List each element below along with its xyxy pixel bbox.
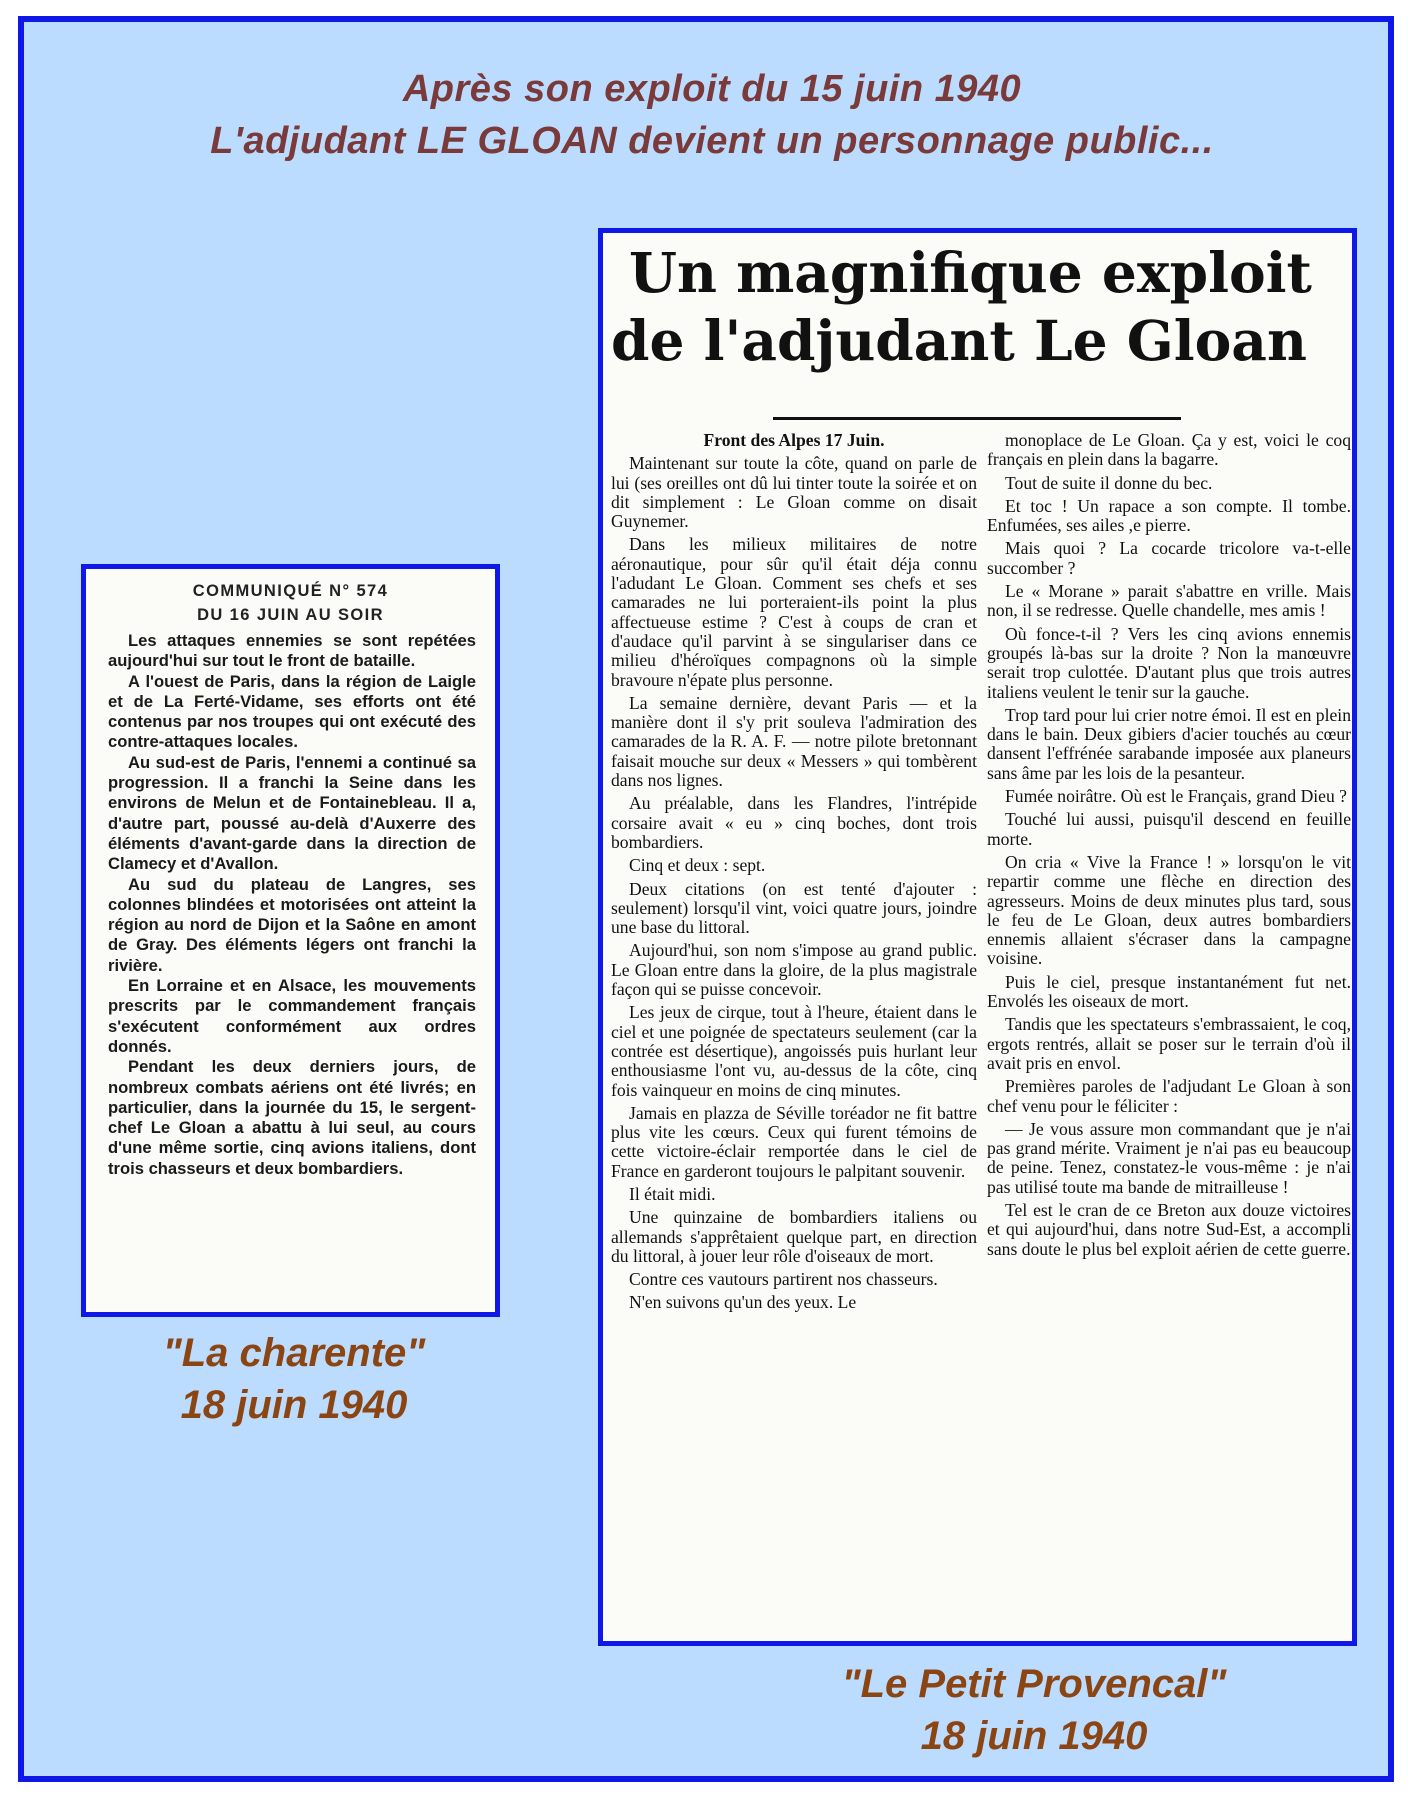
- caption-la-charente-title: "La charente": [162, 1331, 426, 1375]
- paragraph: N'en suivons qu'un des yeux. Le: [629, 1292, 857, 1313]
- paragraph: A l'ouest de Paris, dans la région de Laigle et de La Ferté-Vidame, ses efforts ont été contenus par nos troupes qui ont exécuté des contre-attaques locales.: [108, 671, 476, 752]
- headline-line-2: L'adjudant LE GLOAN devient un personnage public...: [210, 120, 1214, 162]
- caption-le-petit-provencal-date: 18 juin 1940: [920, 1714, 1148, 1758]
- paragraph: Contre ces vautours partirent nos chasseurs.: [629, 1269, 938, 1290]
- communique-clipping: [81, 564, 500, 1317]
- article-title-line-1: Un magnifique exploit: [629, 240, 1312, 305]
- paragraph: Fumée noirâtre. Où est le Français, grand Dieu ?: [1005, 786, 1347, 807]
- paragraph: Au sud du plateau de Langres, ses colonnes blindées et motorisées ont atteint la région au nord de Dijon et la Saône en amont de Gray. Des éléments légers ont franchi la rivière.: [108, 874, 476, 975]
- paragraph: Les attaques ennemies se sont repétées aujourd'hui sur tout le front de bataille.: [108, 631, 476, 671]
- paragraph: Pendant les deux derniers jours, de nombreux combats aériens ont été livrés; en particulier, dans la journée du 15, le sergent-chef Le Gloan a abattu à lui seul, au cours d'une même sortie, cinq avions italiens, dont trois chasseurs et deux bombardiers.: [108, 1057, 476, 1178]
- paragraph: Puis le ciel, presque instantanément fut net. Envolés les oiseaux de mort.: [987, 971, 1351, 1012]
- paragraph: Mais quoi ? La cocarde tricolore va-t-elle succomber ?: [987, 538, 1351, 578]
- article-title: [611, 239, 1351, 375]
- article-dateline: Front des Alpes 17 Juin.: [703, 430, 885, 450]
- paragraph: — Je vous assure mon commandant que je n'ai pas grand mérite. Vraiment je n'ai pas eu beaucoup de peine. Tenez, constatez-le vous-même : je n'ai pas utilisé toute ma bande de mitrailleuse !: [987, 1118, 1351, 1197]
- paragraph: Cinq et deux : sept.: [629, 855, 766, 876]
- paragraph: Au sud-est de Paris, l'ennemi a continué sa progression. Il a franchi la Seine dans les environs de Melun et de Fontainebleau. Il a, d'autre part, poussé au-delà d'Auxerre des éléments d'avant-garde dans la direction de Clamecy et d'Avallon.: [108, 752, 476, 874]
- caption-la-charente: [84, 1327, 504, 1431]
- title-rule: [773, 417, 1181, 420]
- paragraph: Une quinzaine de bombardiers italiens ou allemands s'apprêtaient quelque part, en direction du littoral, à jouer leur rôle d'oiseaux de mort.: [611, 1207, 977, 1266]
- headline-line-1: Après son exploit du 15 juin 1940: [402, 68, 1022, 110]
- paragraph: Où fonce-t-il ? Vers les cinq avions ennemis groupés là-bas sur la droite ? Non la manœuvre serait trop culottée. D'autant plus que trois autres italiens veulent le tenir sur la gauche.: [987, 623, 1351, 702]
- paragraph: Le « Morane » parait s'abattre en vrille. Mais non, il se redresse. Quelle chandelle, mes amis !: [987, 581, 1351, 621]
- paragraph: On cria « Vive la France ! » lorsqu'on le vit repartir comme une flèche en direction des agresseurs. Moins de deux minutes plus tard, sous le feu de Le Gloan, deux autres bombardiers ennemis allaient s'écraser dans la campagne voisine.: [987, 851, 1351, 969]
- communique-header: [86, 579, 495, 627]
- article-column-1: [611, 431, 977, 1317]
- paragraph: Trop tard pour lui crier notre émoi. Il est en plein dans le bain. Deux gibiers d'acier touchés au cœur dansent l'effrénée sarabande imposée aux planeurs sans âme par les lois de la pesanteur.: [987, 704, 1351, 783]
- article-clipping: [598, 228, 1357, 1646]
- paragraph: Tel est le cran de ce Breton aux douze victoires et qui aujourd'hui, dans notre Sud-Est, a accompli sans doute le plus bel exploit aérien de cette guerre.: [987, 1199, 1351, 1259]
- paragraph: Jamais en plazza de Séville toréador ne fit battre plus vite les cœurs. Ceux qui furent témoins de cette victoire-éclair remportée dans le ciel de France en garderont toujours le palpitant souvenir.: [611, 1102, 977, 1181]
- paragraph: Il était midi.: [629, 1183, 716, 1204]
- paragraph: La semaine dernière, devant Paris — et la manière dont il s'y prit souleva l'admiration des camarades de la R. A. F. — notre pilote bretonnant faisait mouche sur deux « Messers » qui tombèrent dans nos lignes.: [611, 692, 977, 791]
- paragraph: Dans les milieux militaires de notre aéronautique, pour sûr qu'il était déja connu l'adudant Le Gloan. Comment ses chefs et ses camarades ne lui porteraient-ils point la plus affectueuse estime ? C'est à coups de cran et d'audace qu'il parvint à se singulariser dans ce milieu d'héroïques compagnons où la simple bravoure n'épate plus personne.: [611, 534, 977, 690]
- paragraph: Premières paroles de l'adjudant Le Gloan à son chef venu pour le féliciter :: [987, 1076, 1351, 1116]
- paragraph: Maintenant sur toute la côte, quand on parle de lui (ses oreilles ont dû lui tinter toute la soirée et on dit simplement : Le Gloan comme on disait Guynemer.: [611, 453, 977, 532]
- caption-le-petit-provencal: [684, 1658, 1384, 1762]
- communique-title-prefix: COMMUNIQUÉ N°: [192, 582, 351, 600]
- communique-number: 574: [356, 582, 389, 600]
- paragraph: Tout de suite il donne du bec.: [1005, 472, 1213, 493]
- paragraph: En Lorraine et en Alsace, les mouvements prescrits par le commandement français s'exécutent conformément aux ordres donnés.: [108, 976, 476, 1056]
- paragraph: Touché lui aussi, puisqu'il descend en feuille morte.: [987, 809, 1351, 849]
- communique-title: [86, 579, 495, 603]
- communique-body: [108, 631, 476, 1179]
- caption-le-petit-provencal-title: "Le Petit Provencal": [841, 1662, 1227, 1706]
- paragraph: Aujourd'hui, son nom s'impose au grand public. Le Gloan entre dans la gloire, de la plus magistrale façon qui se puisse concevoir.: [611, 940, 977, 1000]
- paragraph: Les jeux de cirque, tout à l'heure, étaient dans le ciel et une poignée de spectateurs seulement (car la contrée est désertique), angoissés puis hurlant leur enthousiasme l'ont vu, au-dessus de la côte, cinq fois vainqueur en moins de cinq minutes.: [611, 1002, 977, 1100]
- article-title-line-2: de l'adjudant Le Gloan: [611, 308, 1307, 373]
- paragraph: Deux citations (on est tenté d'ajouter : seulement) lorsqu'il vint, voici quatre jours, joindre une base du littoral.: [611, 878, 977, 938]
- paragraph: monoplace de Le Gloan. Ça y est, voici le coq français en plein dans la bagarre.: [987, 430, 1351, 470]
- paragraph: Au préalable, dans les Flandres, l'intrépide corsaire avait « eu » cinq boches, dont trois bombardiers.: [611, 793, 977, 852]
- paragraph: Tandis que les spectateurs s'embrassaient, le coq, ergots rentrés, allait se poser sur le terrain d'où il avait pris en envol.: [987, 1014, 1351, 1073]
- caption-la-charente-date: 18 juin 1940: [180, 1383, 408, 1427]
- page-frame: [18, 16, 1394, 1782]
- article-column-2: [987, 431, 1351, 1263]
- communique-subtitle: DU 16 JUIN AU SOIR: [197, 606, 384, 624]
- paragraph: Et toc ! Un rapace a son compte. Il tombe. Enfumées, ses ailes ,e pierre.: [987, 495, 1351, 536]
